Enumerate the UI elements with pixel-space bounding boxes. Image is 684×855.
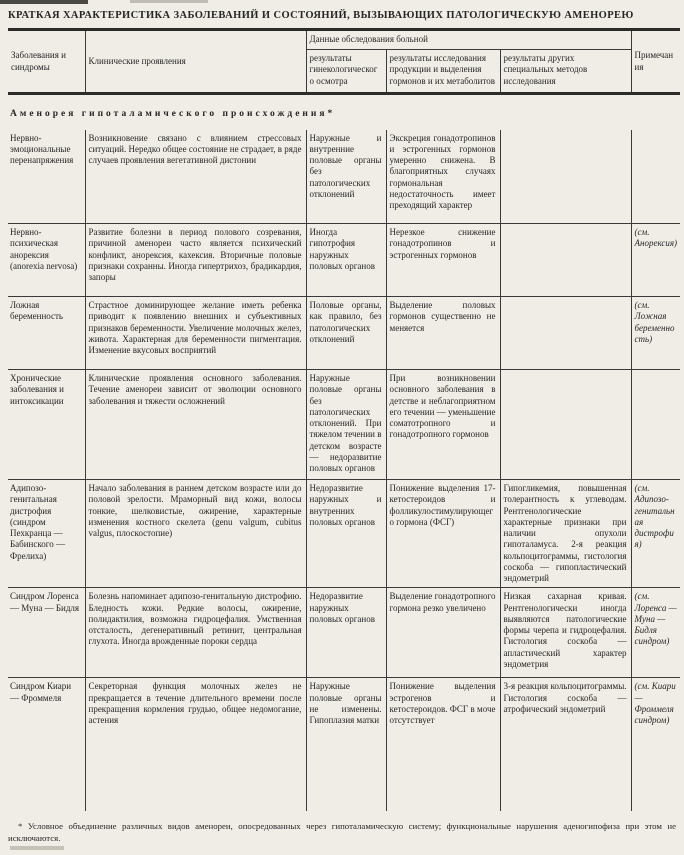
col-header-notes: Примечания — [631, 30, 680, 94]
page-title: КРАТКАЯ ХАРАКТЕРИСТИКА ЗАБОЛЕВАНИЙ И СОСТОЯНИЙ, ВЫЗЫВАЮЩИХ ПАТОЛОГИЧЕСКУЮ АМЕНОРЕЮ — [8, 10, 634, 21]
cell-gyn-results: Иногда гипотрофия наружных половых органов — [306, 224, 386, 297]
header-row-1 — [8, 30, 680, 50]
scan-artifact-bottom — [10, 846, 64, 850]
cell-notes: (см. Киари — Фроммеля синдром) — [631, 678, 680, 811]
cell-disease: Адипозо-генитальная дистрофия (синдром Пехкранца — Бабинского — Фрелиха) — [8, 480, 85, 588]
table-row — [8, 588, 680, 678]
cell-hormone-results: Экскреция гонадотропинов и эстрогенных гормонов умеренно снижена. В благоприятных случаях гормональная недостаточность имеет преходящий характер — [386, 130, 500, 224]
cell-clinical: Секреторная функция молочных желез не прекращается в течение длительного времени после прекращения кормления грудью, общее недомогание, астения — [85, 678, 306, 811]
cell-hormone-results: Выделение гонадотропного гормона резко увеличено — [386, 588, 500, 678]
table-row — [8, 224, 680, 297]
col-header-exam-group: Данные обследования больной — [306, 30, 631, 50]
section-row — [8, 94, 680, 130]
cell-gyn-results: Наружные и внутренние половые органы без патологических отклонений — [306, 130, 386, 224]
col-header-hormone-results: результаты исследования продукции и выделения гормонов и их метаболитов — [386, 50, 500, 94]
col-header-clinical: Клинические проявления — [85, 30, 306, 94]
table-row — [8, 130, 680, 224]
table-row — [8, 480, 680, 588]
cell-disease: Хронические заболевания и интоксикации — [8, 370, 85, 480]
cell-clinical: Возникновение связано с влиянием стрессовых ситуаций. Нередко общее состояние не страдает, в ряде случаев проявления вегетативной дистонии — [85, 130, 306, 224]
cell-other-results: Низкая сахарная кривая. Рентгенологически иногда выявляются патологические формы черепа и гидроцефалия. Гистология соскоба — апластический характер эндометрия — [500, 588, 631, 678]
cell-other-results: Гипогликемия, повышенная толерантность к углеводам. Рентгенологические характерные признаки при наличии опухоли гипоталамуса. 2-я реакция кольпоцитограммы, гистология соскоба — гипопластический эндометрий — [500, 480, 631, 588]
col-header-other-results: результаты других специальных методов исследования — [500, 50, 631, 94]
cell-gyn-results: Недоразвитие наружных и внутренних половых органов — [306, 480, 386, 588]
table-header — [8, 30, 680, 94]
cell-gyn-results: Наружные половые органы не изменены. Гипоплазия матки — [306, 678, 386, 811]
cell-disease: Синдром Киари — Фроммеля — [8, 678, 85, 811]
cell-clinical: Начало заболевания в раннем детском возрасте или до половой зрелости. Мраморный вид кожи, волосы тонкие, шелковистые, ожирение, характерные изменения костного скелета (genu valgum, cubitus valgus, плоскостопие) — [85, 480, 306, 588]
cell-gyn-results: Половые органы, как правило, без патологических отклонений — [306, 297, 386, 370]
cell-disease: Ложная беременность — [8, 297, 85, 370]
table-row — [8, 370, 680, 480]
cell-disease: Нервно-психическая анорексия (anorexia nervosa) — [8, 224, 85, 297]
cell-other-results — [500, 370, 631, 480]
table-row — [8, 678, 680, 811]
footnote: * Условное объединение различных видов аменореи, опосредованных через гипоталамическую систему; функциональные нарушения аденогипофиза при этом не исключаются. — [8, 820, 676, 843]
cell-other-results — [500, 130, 631, 224]
cell-notes: (см. Адипозо-генитальная дистрофия) — [631, 480, 680, 588]
cell-notes — [631, 370, 680, 480]
cell-notes: (см. Ложная беременность) — [631, 297, 680, 370]
cell-gyn-results: Недоразвитие наружных половых органов — [306, 588, 386, 678]
cell-clinical: Болезнь напоминает адипозо-генитальную дистрофию. Бледность кожи. Редкие волосы, ожирение, полидактилия, возможна гидроцефалия. Умственная отсталость, дегенеративный ретинит, центральная глухота. Иногда врожденные пороки сердца — [85, 588, 306, 678]
cell-hormone-results: Понижение выделения эстрогенов и кетостероидов. ФСГ в моче отсутствует — [386, 678, 500, 811]
table-body — [8, 94, 680, 811]
col-header-diseases: Заболевания и синдромы — [8, 30, 85, 94]
cell-hormone-results: Понижение выделения 17-кетостероидов и фолликулостимулирующего гормона (ФСГ) — [386, 480, 500, 588]
section-title: Аменорея гипоталамического происхождения* — [10, 108, 336, 119]
cell-hormone-results: Нерезкое снижение гонадотропинов и эстрогенных гормонов — [386, 224, 500, 297]
cell-other-results — [500, 297, 631, 370]
cell-disease: Синдром Лоренса — Муна — Бидля — [8, 588, 85, 678]
cell-clinical: Страстное доминирующее желание иметь ребенка приводит к появлению внешних и субъективных признаков беременности. Увеличение молочных желез, живота. Характерная для беременности пигментация. Изменение вкусовых восприятий — [85, 297, 306, 370]
cell-disease: Нервно-эмоциональные перенапряжения — [8, 130, 85, 224]
cell-clinical: Клинические проявления основного заболевания. Течение аменореи зависит от эволюции основного заболевания и тяжести осложнений — [85, 370, 306, 480]
cell-notes: (см. Лоренса — Муна — Бидля синдром) — [631, 588, 680, 678]
cell-clinical: Развитие болезни в период полового созревания, причиной аменореи часто является психический конфликт, анорексия, кахексия. Вторичные половые признаки сохранны. Иногда гипертрихоз, брадикардия, запоры — [85, 224, 306, 297]
cell-hormone-results: Выделение половых гормонов существенно не меняется — [386, 297, 500, 370]
col-header-gyn-results: результаты гинекологического осмотра — [306, 50, 386, 94]
cell-gyn-results: Наружные половые органы без патологических отклонений. При тяжелом течении в детском возрасте — недоразвитие половых органов — [306, 370, 386, 480]
cell-notes — [631, 130, 680, 224]
cell-notes: (см. Анорексия) — [631, 224, 680, 297]
table-row — [8, 297, 680, 370]
cell-hormone-results: При возникновении основного заболевания в детстве и неблагоприятном его течении — уменьшение соматотропного и гонадотропного гормонов — [386, 370, 500, 480]
cell-other-results — [500, 224, 631, 297]
cell-other-results: 3-я реакция кольпоцитограммы. Гистология соскоба — атрофический эндометрий — [500, 678, 631, 811]
amenorrhea-table — [8, 28, 680, 811]
